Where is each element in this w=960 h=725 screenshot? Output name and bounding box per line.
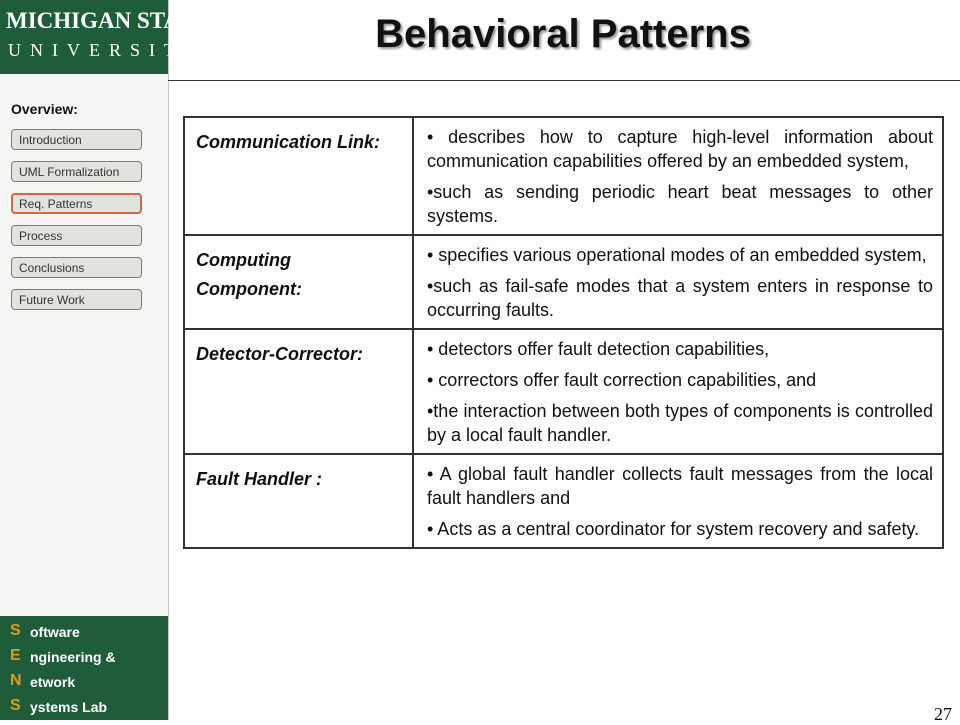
pattern-name: Detector-Corrector (196, 344, 358, 364)
lab-row (0, 620, 168, 646)
lab-row (0, 645, 168, 671)
pattern-name: Computing Component (196, 250, 296, 299)
nav-uml-formalization[interactable]: UML Formalization (11, 161, 142, 182)
bullet-item: • correctors offer fault correction capabilities, and (427, 370, 817, 390)
slide-number: 27 (934, 704, 952, 724)
lab-word: ystems Lab (30, 699, 108, 715)
bullet-item: •such as fail-safe modes that a system enters in response to occurring faults. (427, 276, 933, 320)
pattern-name-cell (184, 117, 413, 235)
table-row (184, 117, 943, 235)
nav-req-patterns[interactable]: Req. Patterns (11, 193, 142, 214)
table-row (184, 454, 943, 548)
sens-lab-logo (0, 616, 168, 720)
pattern-suffix: : (374, 132, 381, 152)
lab-word: ngineering & (30, 649, 116, 665)
pattern-name: Fault Handler : (196, 469, 323, 489)
bullet-item: •such as sending periodic heart beat messages to other systems. (427, 182, 933, 226)
bullet-item: • describes how to capture high-level information about communication capabilities offered by an embedded system, (427, 127, 933, 171)
lab-row (0, 695, 168, 721)
lab-letter: S (10, 697, 21, 714)
patterns-table (183, 116, 944, 549)
lab-word: oftware (30, 624, 80, 640)
pattern-name-cell (184, 329, 413, 454)
pattern-name: Communication Link (196, 132, 375, 152)
lab-letter: S (10, 622, 21, 639)
bullet-item: • Acts as a central coordinator for system recovery and safety. (427, 519, 920, 539)
sidebar (0, 0, 209, 720)
bullet-item: • A global fault handler collects fault messages from the local fault handlers and (427, 464, 933, 508)
pattern-description-cell (413, 454, 943, 548)
pattern-description-cell (413, 235, 943, 329)
pattern-description-cell (413, 117, 943, 235)
nav-future-work[interactable]: Future Work (11, 289, 142, 310)
pattern-name-cell (184, 235, 413, 329)
bullet-item: •the interaction between both types of components is controlled by a local fault handler. (427, 401, 933, 445)
table-row (184, 329, 943, 454)
lab-word: etwork (30, 674, 76, 690)
pattern-description-cell (413, 329, 943, 454)
nav-introduction[interactable]: Introduction (11, 129, 142, 150)
overview-label: Overview: (11, 101, 78, 117)
nav-process[interactable]: Process (11, 225, 142, 246)
pattern-suffix: : (295, 279, 302, 299)
bullet-item: • detectors offer fault detection capabilities, (427, 339, 770, 359)
msu-logo (0, 0, 209, 74)
lab-letter: E (10, 647, 21, 664)
logo-line1: MICHIGAN STATE (6, 8, 209, 33)
bullet-item: • specifies various operational modes of an embedded system, (427, 245, 927, 265)
title-divider (168, 80, 960, 81)
table-row (184, 235, 943, 329)
nav-conclusions[interactable]: Conclusions (11, 257, 142, 278)
pattern-suffix: : (357, 344, 364, 364)
logo-line2: UNIVERSITY (8, 40, 206, 60)
lab-row (0, 670, 168, 696)
pattern-name-cell (184, 454, 413, 548)
lab-letter: N (10, 672, 22, 689)
slide-title: Behavioral Patterns (375, 12, 751, 56)
